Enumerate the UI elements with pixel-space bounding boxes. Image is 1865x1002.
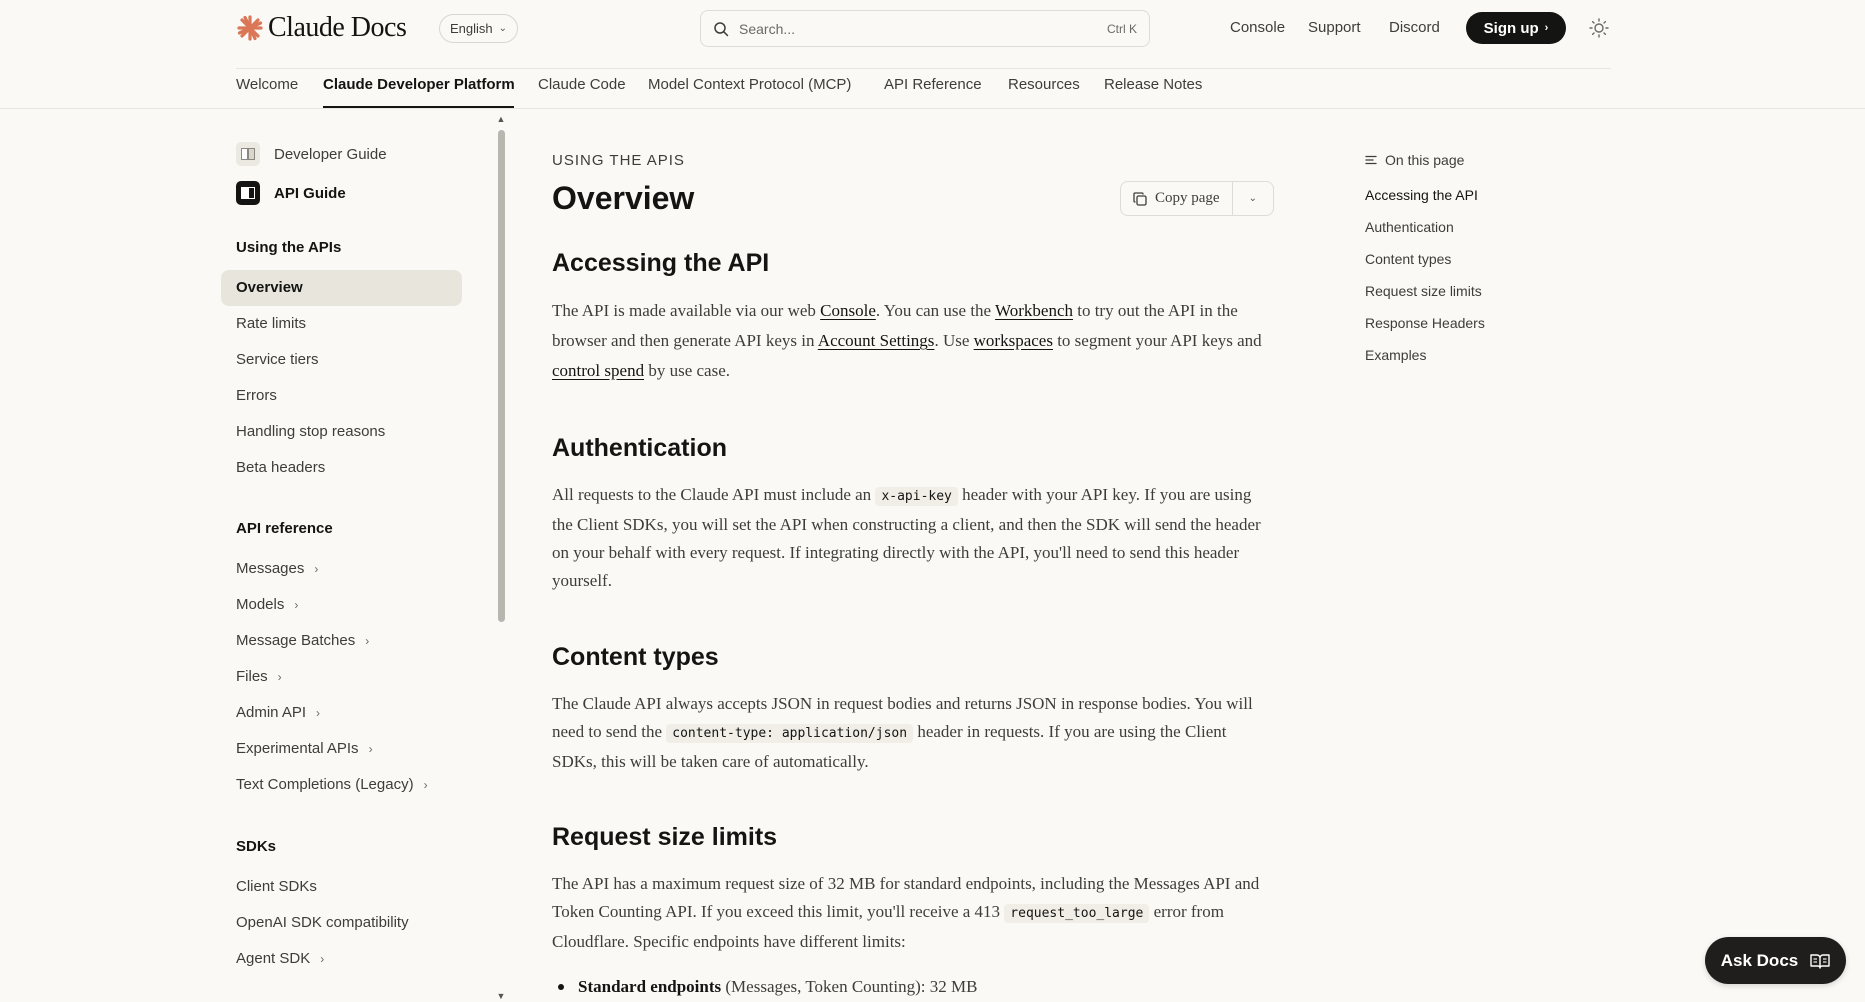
sidebar-item-label: Models	[236, 596, 285, 613]
chevron-right-icon: ›	[423, 777, 428, 792]
chevron-down-icon: ⌄	[498, 23, 508, 34]
sidebar	[0, 109, 510, 1002]
sidebar-item-label: Text Completions (Legacy)	[236, 776, 414, 793]
tab-resources[interactable]: Resources	[1008, 76, 1080, 93]
brand-name: Claude Docs	[268, 12, 407, 43]
text: The API has a maximum request size of 32 MB for standard endpoints, including the Messages API and Token Counting API. If you exceed this limit, you'll receive a 413	[552, 874, 1260, 921]
bullet-rest-text: (Messages, Token Counting): 32 MB	[721, 977, 978, 996]
search-input[interactable]	[739, 21, 1107, 37]
sidebar-item-label: Client SDKs	[236, 878, 317, 895]
main-content	[552, 109, 1274, 1002]
book-open-icon	[236, 181, 260, 205]
text: The Claude API always accepts JSON in request bodies and returns JSON in response bodies. You will need to send the	[552, 694, 1253, 741]
sidebar-item-label: Admin API	[236, 704, 307, 721]
sidebar-item-admin-api[interactable]	[236, 704, 320, 721]
text: to segment your API keys and	[1052, 331, 1262, 350]
sidebar-item-label: Rate limits	[236, 315, 307, 332]
sidebar-item-errors[interactable]	[236, 387, 277, 404]
list-icon	[1365, 155, 1377, 165]
sidebar-item-service-tiers[interactable]	[236, 351, 319, 368]
sign-up-button[interactable]	[1466, 12, 1566, 44]
language-select[interactable]	[439, 14, 518, 43]
sidebar-item-client-sdks[interactable]	[236, 878, 317, 895]
sidebar-item-label: Messages	[236, 560, 305, 577]
chevron-right-icon: ›	[314, 561, 319, 576]
list-item	[558, 977, 977, 997]
bullet-dot	[558, 984, 564, 990]
sidebar-item-label: Agent SDK	[236, 950, 311, 967]
api-guide-label: API Guide	[274, 184, 346, 202]
claude-spark-icon	[236, 14, 264, 42]
book-icon	[236, 142, 260, 166]
chevron-down-icon: ⌄	[1248, 193, 1257, 204]
heading-content-types: Content types	[552, 643, 719, 671]
toc-heading-label: On this page	[1385, 152, 1465, 168]
accessing-the-api-paragraph	[552, 296, 1274, 386]
text: All requests to the Claude API must include an	[552, 485, 876, 504]
sidebar-item-label: Service tiers	[236, 351, 319, 368]
scroll-down-arrow[interactable]: ▼	[496, 991, 506, 1001]
account-settings-inline-link[interactable]: Account Settings	[817, 331, 935, 350]
sidebar-item-label: Errors	[236, 387, 277, 404]
toc-item-examples[interactable]: Examples	[1365, 347, 1427, 363]
sun-icon[interactable]	[1588, 17, 1610, 39]
text: error from Cloudflare. Specific endpoints have different limits:	[552, 902, 1224, 951]
ask-docs-button[interactable]	[1705, 937, 1846, 984]
tab-api-reference[interactable]: API Reference	[884, 76, 982, 93]
bullet-text	[578, 977, 977, 997]
scroll-up-arrow[interactable]: ▲	[496, 114, 506, 124]
sidebar-developer-guide[interactable]	[236, 142, 387, 166]
sidebar-item-label: Overview	[236, 279, 303, 296]
sidebar-item-agent-sdk[interactable]	[236, 950, 324, 967]
language-label: English	[450, 21, 493, 36]
text: . You can use the	[875, 301, 996, 320]
chevron-right-icon: ›	[277, 669, 282, 684]
sign-up-label: Sign up	[1483, 19, 1539, 37]
workspaces-inline-link[interactable]: workspaces	[973, 331, 1053, 350]
control-spend-inline-link[interactable]: control spend	[552, 361, 645, 380]
tab-release-notes[interactable]: Release Notes	[1104, 76, 1203, 93]
page-title: Overview	[552, 180, 695, 216]
request-too-large-code: request_too_large	[1004, 904, 1149, 923]
search-box[interactable]	[700, 10, 1150, 47]
text: to try out the API in the browser and then generate API keys in	[552, 301, 1238, 350]
section-heading-api-reference: API reference	[236, 520, 333, 537]
sidebar-item-label: Message Batches	[236, 632, 356, 649]
sidebar-item-text-completions-legacy[interactable]	[236, 776, 428, 793]
text: by use case.	[644, 361, 730, 380]
section-heading-using-the-apis: Using the APIs	[236, 239, 342, 256]
toc-item-request-size-limits[interactable]: Request size limits	[1365, 283, 1482, 299]
tab-mcp[interactable]: Model Context Protocol (MCP)	[648, 76, 852, 93]
text: header in requests. If you are using the Client SDKs, this will be taken care of automatically.	[552, 722, 1227, 771]
section-eyebrow: USING THE APIS	[552, 152, 685, 169]
heading-request-size-limits: Request size limits	[552, 823, 778, 851]
top-bar	[0, 0, 1865, 56]
sidebar-item-handling-stop-reasons[interactable]	[236, 423, 385, 440]
toc-item-content-types[interactable]: Content types	[1365, 251, 1452, 267]
search-shortcut: Ctrl K	[1107, 21, 1137, 36]
sidebar-item-openai-sdk-compatibility[interactable]	[236, 914, 409, 931]
sidebar-api-guide[interactable]	[236, 181, 346, 205]
tab-claude-developer-platform[interactable]: Claude Developer Platform	[323, 76, 515, 93]
product-tabs	[0, 68, 1865, 108]
chevron-right-icon: ›	[316, 705, 321, 720]
toc-item-response-headers[interactable]: Response Headers	[1365, 315, 1485, 331]
chevron-right-icon: ›	[368, 741, 373, 756]
sidebar-item-messages[interactable]	[236, 560, 318, 577]
section-heading-sdks: SDKs	[236, 838, 277, 855]
sidebar-item-label: Experimental APIs	[236, 740, 359, 757]
sidebar-item-rate-limits[interactable]	[236, 315, 306, 332]
chevron-right-icon: ›	[294, 597, 299, 612]
heading-authentication: Authentication	[552, 434, 727, 462]
ask-docs-label: Ask Docs	[1720, 950, 1799, 970]
copy-page-control	[1120, 181, 1274, 216]
sidebar-scrollbar-thumb[interactable]	[498, 130, 505, 622]
support-link[interactable]: Support	[1308, 19, 1361, 36]
chevron-right-icon: ›	[1544, 22, 1549, 34]
toc-item-authentication[interactable]: Authentication	[1365, 219, 1454, 235]
text: The API is made available via our web	[552, 301, 821, 320]
sidebar-item-files[interactable]	[236, 668, 282, 685]
sidebar-item-message-batches[interactable]	[236, 632, 369, 649]
developer-guide-label: Developer Guide	[274, 145, 387, 163]
discord-link[interactable]: Discord	[1389, 19, 1440, 36]
sidebar-item-label: Handling stop reasons	[236, 423, 386, 440]
sidebar-item-label: Files	[236, 668, 268, 685]
chevron-right-icon: ›	[320, 951, 325, 966]
bullet-bold-text: Standard endpoints	[578, 977, 722, 996]
copy-page-label: Copy page	[1155, 190, 1220, 206]
sidebar-item-experimental-apis[interactable]	[236, 740, 373, 757]
book-open-icon	[1810, 953, 1830, 969]
workbench-inline-link[interactable]: Workbench	[995, 301, 1073, 320]
copy-icon	[1133, 192, 1147, 206]
content-type-code: content-type: application/json	[666, 724, 913, 743]
console-link[interactable]: Console	[1230, 19, 1286, 36]
sidebar-item-label: OpenAI SDK compatibility	[236, 914, 409, 931]
search-icon	[713, 21, 729, 37]
text: . Use	[934, 331, 974, 350]
sidebar-item-beta-headers[interactable]	[236, 459, 325, 476]
sidebar-item-label: Beta headers	[236, 459, 326, 476]
claude-docs-logo[interactable]	[236, 12, 406, 44]
sidebar-item-overview[interactable]	[236, 279, 303, 296]
copy-options-dropdown[interactable]	[1233, 193, 1273, 204]
copy-page-button[interactable]	[1121, 182, 1233, 215]
tab-welcome[interactable]: Welcome	[236, 76, 299, 93]
tabs-top-divider	[236, 68, 1611, 69]
heading-accessing-the-api: Accessing the API	[552, 249, 770, 277]
content-types-paragraph	[552, 690, 1274, 776]
sidebar-item-models[interactable]	[236, 596, 298, 613]
x-api-key-code: x-api-key	[875, 487, 957, 506]
text: header with your API key. If you are using the Client SDKs, you will set the API when constructing a client, and then the SDK will send the header on your behalf with every request. If integrating directly with the API, you'll need to send this header yourself.	[552, 485, 1261, 590]
chevron-right-icon: ›	[365, 633, 370, 648]
toc-heading	[1365, 152, 1464, 168]
request-size-limits-paragraph	[552, 870, 1274, 956]
tab-claude-code[interactable]: Claude Code	[538, 76, 626, 93]
toc-item-accessing-the-api[interactable]: Accessing the API	[1365, 187, 1478, 203]
console-inline-link[interactable]: Console	[820, 301, 876, 320]
authentication-paragraph	[552, 481, 1274, 595]
